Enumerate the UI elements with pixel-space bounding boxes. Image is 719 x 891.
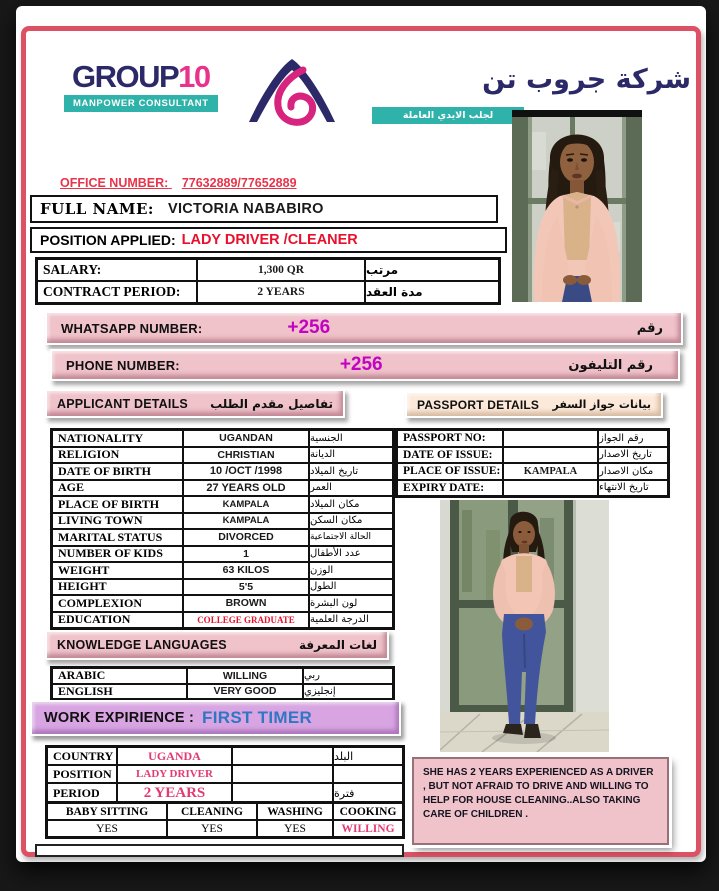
work-history-table (45, 745, 405, 805)
row-value: 2 YEARS (117, 783, 232, 803)
full-name-label: FULL NAME: (40, 200, 154, 218)
full-name-box (30, 195, 498, 223)
row-value: 1 (183, 546, 309, 563)
contract-period-label: CONTRACT PERIOD: (37, 281, 197, 303)
row-value: LADY DRIVER (117, 765, 232, 783)
row-label: NATIONALITY (52, 430, 183, 447)
company-name-arabic: شركة جروب تن (482, 64, 691, 95)
row-arabic: إنجليزي (303, 684, 393, 700)
salary-arabic: مرتب (365, 259, 499, 281)
position-applied-label: POSITION APPLIED: (40, 232, 176, 248)
row-value: 5'5 (183, 579, 309, 596)
row-value: 63 KILOS (183, 562, 309, 579)
row-label: DATE OF BIRTH (52, 463, 183, 480)
work-experience-banner (30, 700, 401, 736)
row-arabic: تاريخ الاصدار (598, 447, 668, 464)
applicant-details-title: APPLICANT DETAILS (57, 396, 188, 411)
manpower-consultant-tagline: MANPOWER CONSULTANT (64, 95, 218, 112)
phone-label: PHONE NUMBER: (66, 357, 180, 373)
row-label: WEIGHT (52, 562, 183, 579)
row-label: PLACE OF BIRTH (52, 496, 183, 513)
skill-header: WASHING (257, 803, 333, 820)
row-arabic: مكان الاصدار (598, 463, 668, 480)
applicant-details-table (50, 428, 395, 630)
row-value: 10 /OCT /1998 (183, 463, 309, 480)
languages-title-arabic: لغات المعرفة (298, 638, 377, 652)
row-value: 27 YEARS OLD (183, 480, 309, 497)
row-arabic: مكان السكن (309, 513, 393, 530)
whatsapp-arabic: رقم (636, 320, 663, 336)
row-label: ENGLISH (52, 684, 187, 700)
salary-label: SALARY: (37, 259, 197, 281)
row-arabic: الجنسية (309, 430, 393, 447)
row-arabic: مكان الميلاد (309, 496, 393, 513)
contract-period-value: 2 YEARS (197, 281, 365, 303)
row-value: KAMPALA (183, 513, 309, 530)
position-applied-box (30, 227, 507, 253)
work-experience-status: FIRST TIMER (202, 708, 313, 727)
row-value (503, 430, 598, 447)
applicant-details-banner (45, 389, 345, 418)
row-label: PLACE OF ISSUE: (397, 463, 503, 480)
phone-number-banner (50, 349, 680, 381)
row-label: POSITION (47, 765, 117, 783)
row-label: COMPLEXION (52, 595, 183, 612)
row-arabic: رقم الجواز (598, 430, 668, 447)
logo-word-ten: 10 (178, 59, 210, 94)
skill-header: BABY SITTING (47, 803, 167, 820)
row-label: NUMBER OF KIDS (52, 546, 183, 563)
passport-details-title-arabic: بيانات جواز السفر (552, 398, 651, 411)
row-value: UGANDA (117, 747, 232, 765)
row-extra (232, 783, 333, 803)
row-arabic: تاريخ الانتهاء (598, 480, 668, 497)
work-experience-title: WORK EXPIRIENCE : (44, 710, 195, 726)
row-arabic: الطول (309, 579, 393, 596)
row-value: KAMPALA (503, 463, 598, 480)
row-value: CHRISTIAN (183, 447, 309, 464)
group10-logo (64, 59, 218, 112)
position-applied-value: LADY DRIVER /CLEANER (181, 232, 358, 248)
row-arabic (333, 765, 403, 783)
contract-period-arabic: مدة العقد (365, 281, 499, 303)
skill-value: YES (257, 820, 333, 837)
row-arabic: تاريخ الميلاد (309, 463, 393, 480)
row-label: MARITAL STATUS (52, 529, 183, 546)
row-arabic: لون البشرة (309, 595, 393, 612)
phone-arabic: رقم التليفون (568, 357, 653, 373)
row-label: PASSPORT NO: (397, 430, 503, 447)
row-arabic: الديانة (309, 447, 393, 464)
office-number-line (60, 176, 297, 190)
row-label: HEIGHT (52, 579, 183, 596)
row-value: WILLING (187, 668, 303, 684)
row-value: BROWN (183, 595, 309, 612)
office-number-label: OFFICE NUMBER: (60, 176, 169, 190)
full-name-value: VICTORIA NABABIRO (167, 201, 324, 217)
company-tagline-arabic: لجلب الايدي العاملة (372, 107, 524, 124)
row-label: ARABIC (52, 668, 187, 684)
group10-logo-text (64, 59, 218, 94)
languages-title: KNOWLEDGE LANGUAGES (57, 638, 227, 652)
whatsapp-value: +256 (287, 317, 331, 338)
row-label: AGE (52, 480, 183, 497)
row-arabic: العمر (309, 480, 393, 497)
row-value: UGANDAN (183, 430, 309, 447)
row-label: PERIOD (47, 783, 117, 803)
row-value: COLLEGE GRADUATE (183, 612, 309, 629)
applicant-headshot-photo (512, 110, 642, 302)
row-label: RELIGION (52, 447, 183, 464)
row-arabic: الوزن (309, 562, 393, 579)
row-arabic: ربي (303, 668, 393, 684)
skill-header: COOKING (333, 803, 403, 820)
passport-details-table (395, 428, 670, 498)
passport-details-banner (405, 391, 663, 418)
whatsapp-number-banner (45, 311, 683, 345)
skills-table (45, 801, 405, 839)
row-label: EDUCATION (52, 612, 183, 629)
row-arabic: فترة (333, 783, 403, 803)
logo-word-group: GROUP (71, 59, 179, 94)
applicant-full-body-photo (440, 500, 609, 752)
row-arabic: الدرجة العلمية (309, 612, 393, 629)
row-label: LIVING TOWN (52, 513, 183, 530)
row-extra (232, 747, 333, 765)
skill-value: YES (47, 820, 167, 837)
document-page (16, 6, 706, 862)
row-value: VERY GOOD (187, 684, 303, 700)
applicant-details-title-arabic: تفاصيل مقدم الطلب (210, 396, 333, 411)
row-label: EXPIRY DATE: (397, 480, 503, 497)
company-droplet-logo-icon (245, 54, 340, 144)
row-extra (232, 765, 333, 783)
row-value (503, 447, 598, 464)
whatsapp-label: WHATSAPP NUMBER: (61, 320, 203, 336)
passport-details-title: PASSPORT DETAILS (417, 397, 540, 412)
office-number-value: 77632889/77652889 (181, 176, 297, 190)
salary-contract-table (35, 257, 501, 305)
row-arabic: عدد الأطفال (309, 546, 393, 563)
skill-value: WILLING (333, 820, 403, 837)
row-value (503, 480, 598, 497)
phone-value: +256 (339, 354, 383, 375)
row-arabic: البلد (333, 747, 403, 765)
row-label: COUNTRY (47, 747, 117, 765)
knowledge-languages-banner (45, 630, 389, 660)
bottom-empty-field (35, 844, 404, 857)
skill-header: CLEANING (167, 803, 257, 820)
row-value: DIVORCED (183, 529, 309, 546)
skill-value: YES (167, 820, 257, 837)
salary-value: 1,300 QR (197, 259, 365, 281)
languages-table (50, 666, 395, 701)
row-value: KAMPALA (183, 496, 309, 513)
row-arabic: الحالة الاجتماعية (309, 529, 393, 546)
row-label: DATE OF ISSUE: (397, 447, 503, 464)
recruiter-note-box: SHE HAS 2 YEARS EXPERIENCED AS A DRIVER , BUT NOT AFRAID TO DRIVE AND WILLING TO HELP FOR HOUSE CLEANING..ALSO TAKING CARE OF CHILDREN . (412, 757, 669, 845)
